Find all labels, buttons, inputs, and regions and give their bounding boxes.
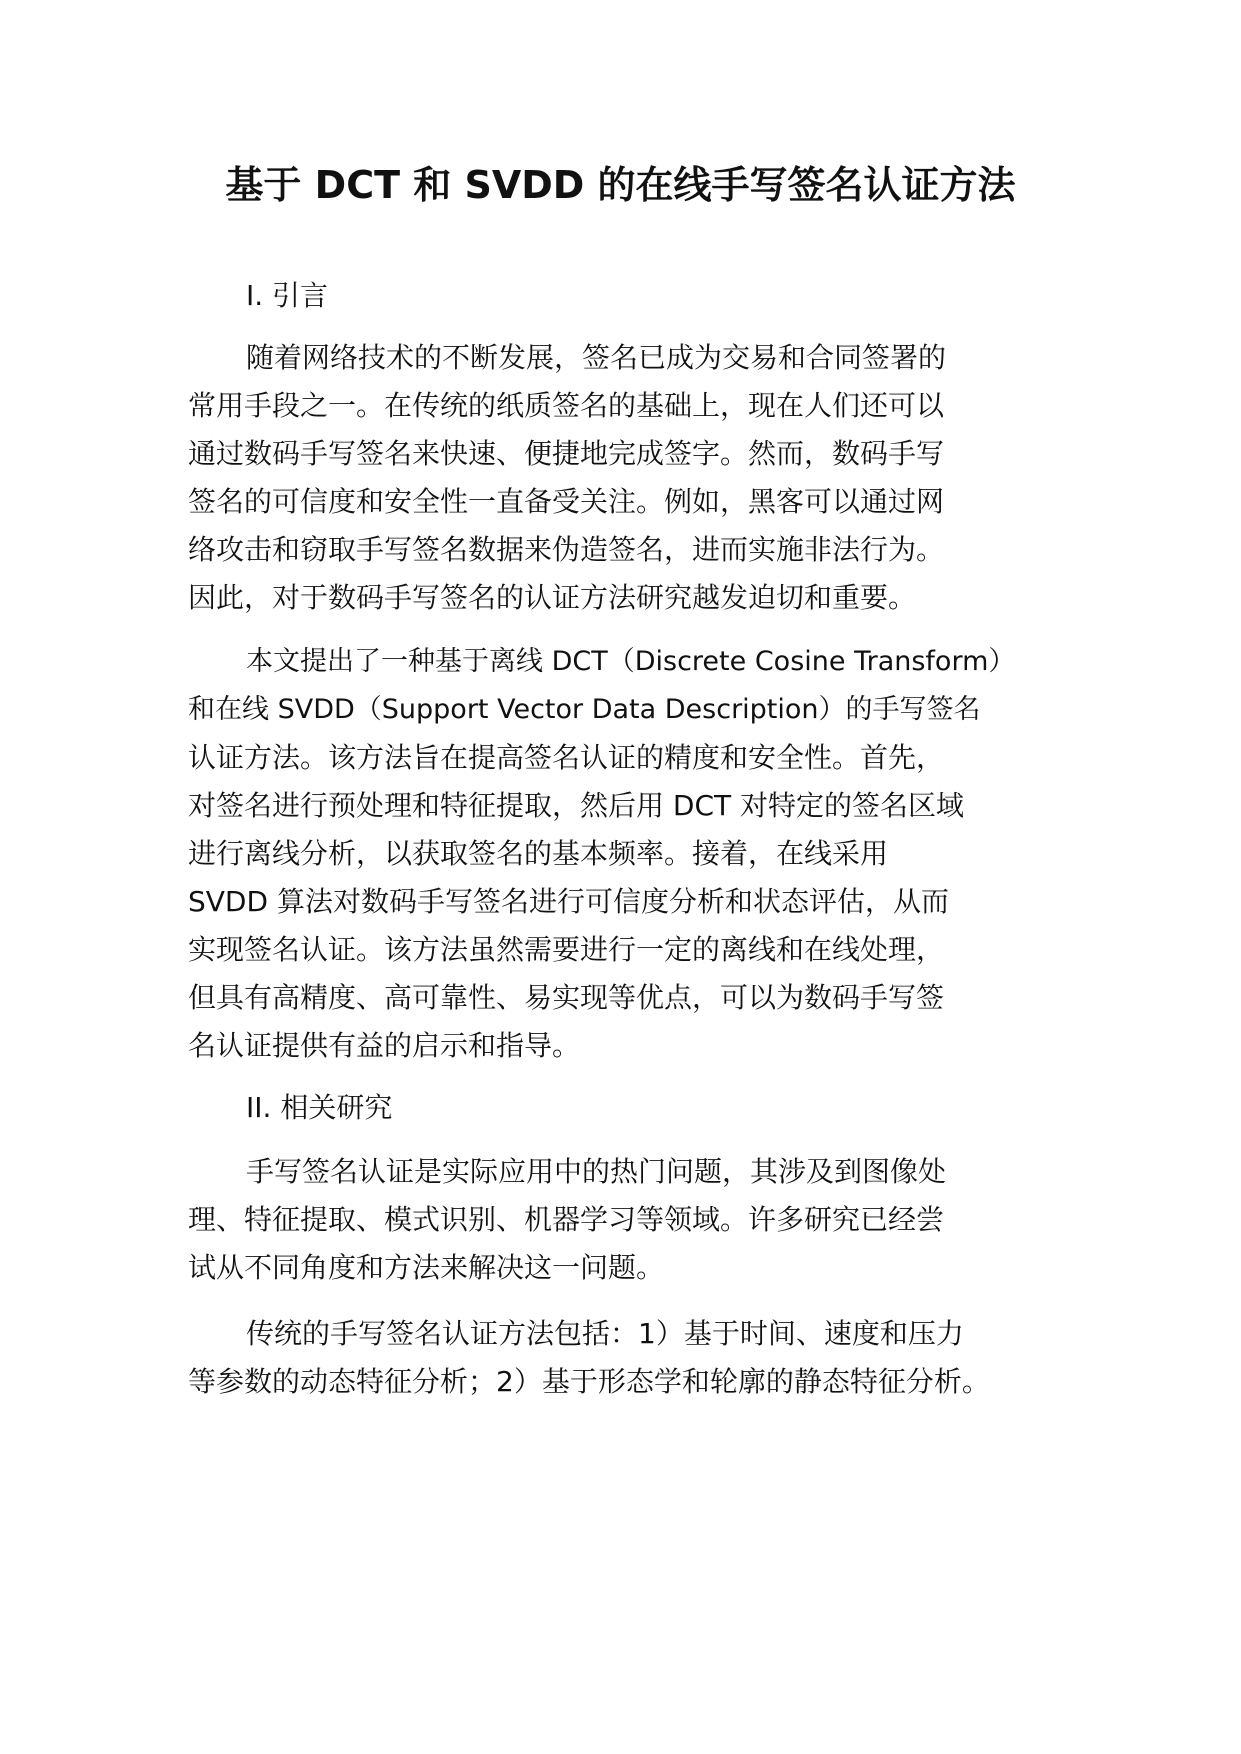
section-heading-introduction: I. 引言 [246,279,329,312]
document-title: 基于 DCT 和 SVDD 的在线手写签名认证方法 [225,163,1016,207]
paragraph-line: 通过数码手写签名来快速、便捷地完成签字。然而，数码手写 [188,437,945,470]
paragraph-line: 理、特征提取、模式识别、机器学习等领域。许多研究已经尝 [188,1203,945,1236]
section-heading-related-work: II. 相关研究 [246,1091,393,1124]
paragraph-line: 进行离线分析，以获取签名的基本频率。接着，在线采用 [188,837,889,870]
paragraph-line: 和在线 SVDD（Support Vector Data Description）的手写签名 [188,694,981,725]
paragraph-line: 传统的手写签名认证方法包括：1）基于时间、速度和压力 [246,1317,964,1350]
paragraph-line: SVDD 算法对数码手写签名进行可信度分析和状态评估，从而 [188,885,949,918]
paragraph-line: 因此，对于数码手写签名的认证方法研究越发迫切和重要。 [188,581,917,614]
paragraph-line: 签名的可信度和安全性一直备受关注。例如，黑客可以通过网 [188,485,945,518]
paragraph-line: 试从不同角度和方法来解决这一问题。 [188,1251,665,1284]
paragraph-line: 但具有高精度、高可靠性、易实现等优点，可以为数码手写签 [188,981,945,1014]
paragraph-line: 实现签名认证。该方法虽然需要进行一定的离线和在线处理， [188,933,945,966]
paragraph-line: 对签名进行预处理和特征提取，然后用 DCT 对特定的签名区域 [188,789,965,822]
paragraph-line: 本文提出了一种基于离线 DCT（Discrete Cosine Transform） [246,646,1016,677]
paragraph-line: 认证方法。该方法旨在提高签名认证的精度和安全性。首先， [188,741,945,774]
paragraph-line: 随着网络技术的不断发展，签名已成为交易和合同签署的 [246,341,947,374]
paragraph-line: 络攻击和窃取手写签名数据来伪造签名，进而实施非法行为。 [188,533,945,566]
paragraph-line: 手写签名认证是实际应用中的热门问题，其涉及到图像处 [246,1155,947,1188]
paragraph-line: 名认证提供有益的启示和指导。 [188,1029,581,1062]
paragraph-line: 等参数的动态特征分析；2）基于形态学和轮廓的静态特征分析。 [188,1365,990,1398]
paragraph-line: 常用手段之一。在传统的纸质签名的基础上，现在人们还可以 [188,389,945,422]
